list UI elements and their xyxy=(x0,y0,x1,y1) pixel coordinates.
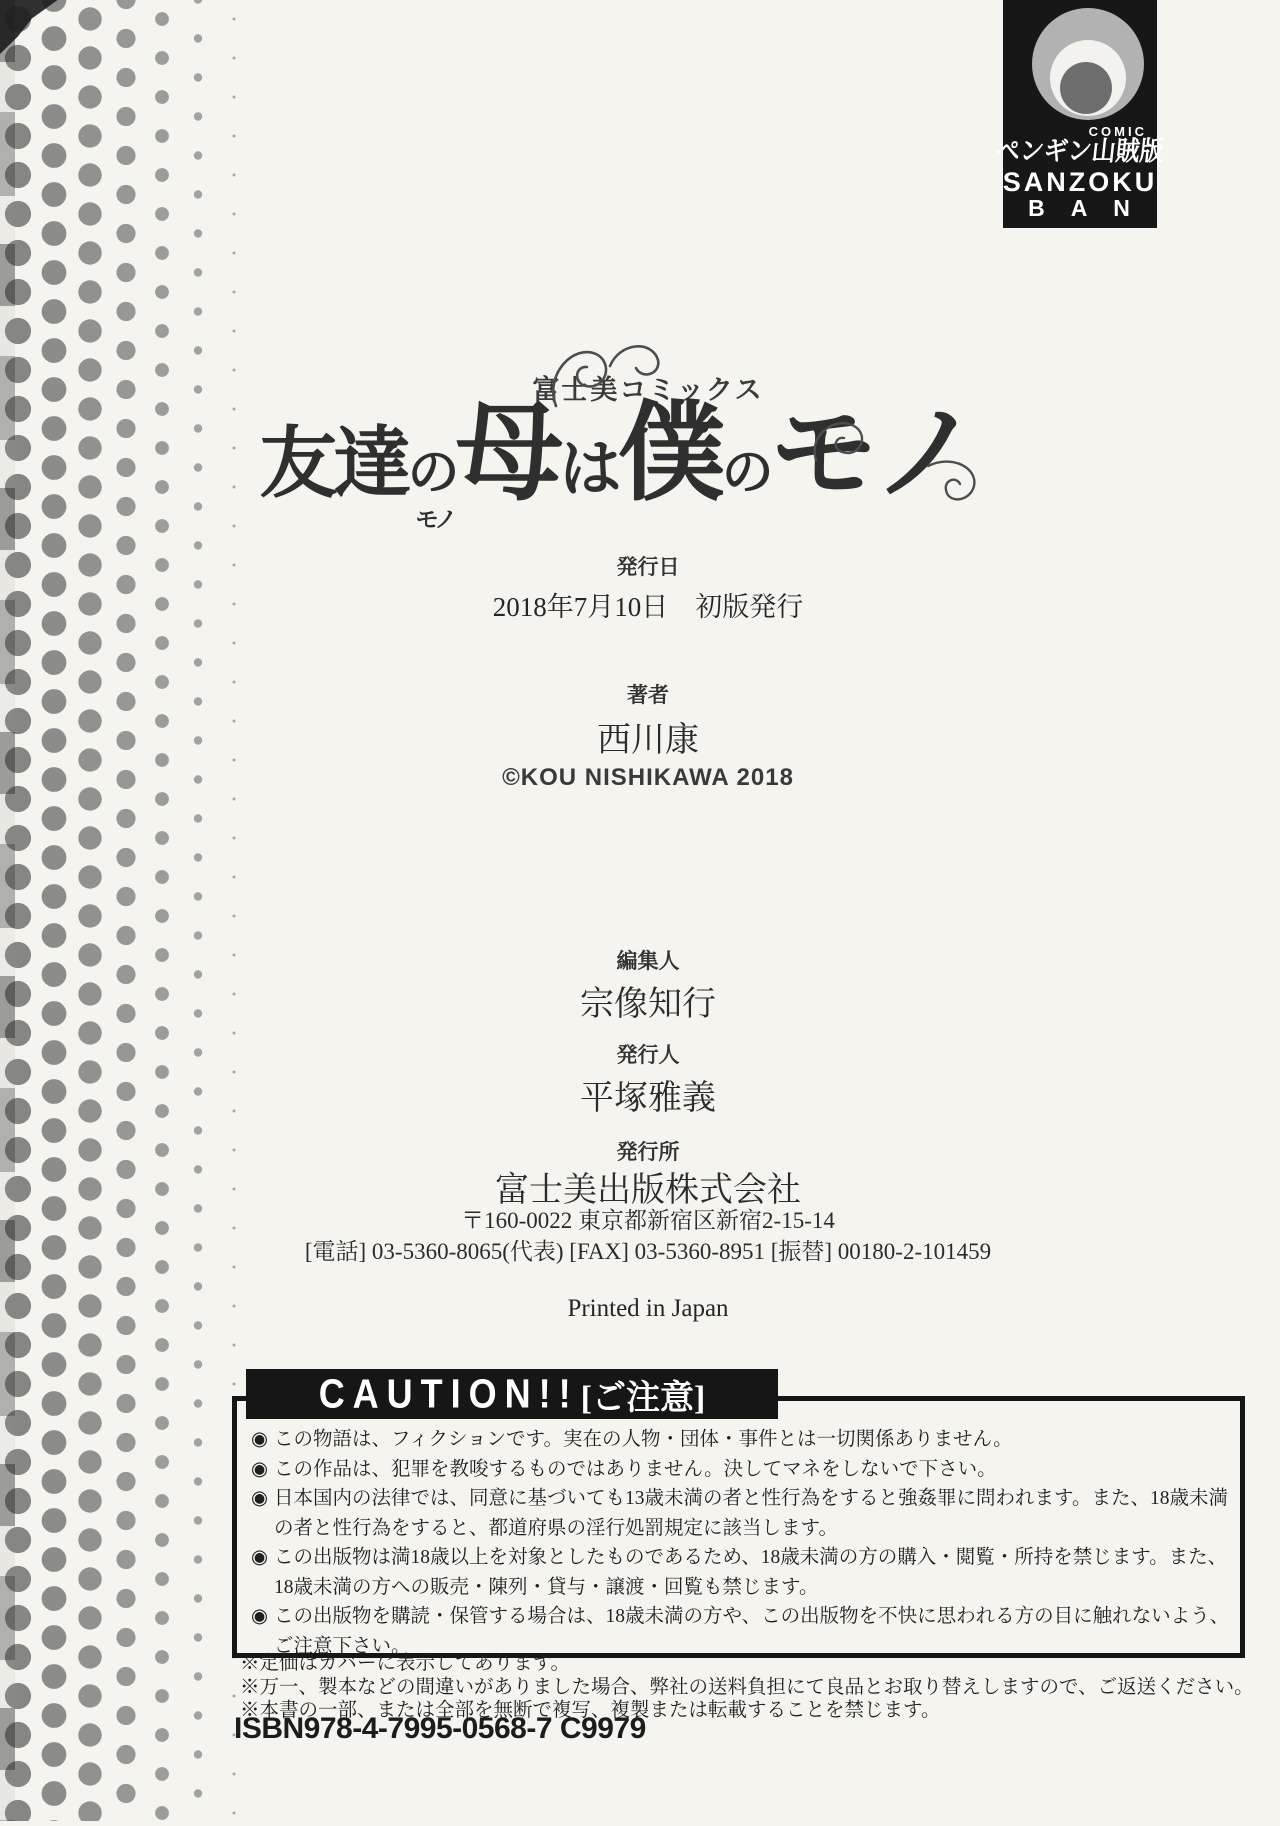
title-ruby-mono: モノ xyxy=(415,507,454,532)
title-seg-ha: は xyxy=(559,436,618,504)
penguin-logo-icon xyxy=(1010,6,1150,128)
publishing-office-label: 発行所 xyxy=(616,1141,680,1164)
title-seg-mono: モノ xyxy=(769,395,977,514)
book-title xyxy=(0,395,1258,532)
note-line: ※万一、製本などの間違いがありました場合、弊社の送料負担にて良品とお取り替えしますので、ご返送ください。 xyxy=(240,1676,1254,1698)
caution-item: ◉ この出版物を購読・保管する場合は、18歳未満の方や、この出版物を不快に思われる方の目に触れないよう、 xyxy=(251,1606,1230,1627)
halftone-pattern xyxy=(0,0,252,1821)
isbn-line: ISBN978-4-7995-0568-7 C9979 xyxy=(234,1712,646,1745)
copyright-line: ©KOU NISHIKAWA 2018 xyxy=(502,764,794,791)
logo-ban-text: BAN xyxy=(1028,195,1156,221)
publishing-office-name: 富士美出版株式会社 xyxy=(495,1172,801,1209)
title-seg-no1: の xyxy=(407,445,456,502)
imprint-label: 富士美コミックス xyxy=(532,375,764,405)
title-flourish-icon xyxy=(808,414,882,468)
title-flourish-icon xyxy=(922,452,984,510)
logo-sanzoku-text: SANZOKU xyxy=(1002,167,1158,197)
logo-brand-text: ペンギン山賊版 xyxy=(994,136,1166,167)
caution-box xyxy=(232,1396,1245,1658)
caution-item: ◉ 日本国内の法律では、同意に基づいても13歳未満の者と性行為をすると強姦罪に問われます。また、18歳未満 xyxy=(251,1488,1228,1509)
editor-name: 宗像知行 xyxy=(580,986,716,1023)
note-line: ※本書の一部、または全部を無断で複写、複製または転載することを禁じます。 xyxy=(240,1700,941,1721)
title-seg-tomodachi: 友達 xyxy=(259,420,408,507)
title-seg-boku: 僕 xyxy=(617,395,722,514)
title-seg-haha: 母 モノ xyxy=(415,395,560,532)
publisher-logo-box xyxy=(994,0,1166,228)
caution-header-en: CAUTION!! xyxy=(318,1370,579,1417)
caution-item: ◉ この作品は、犯罪を教唆するものではありません。決してマネをしないで下さい。 xyxy=(251,1458,997,1480)
caution-item-cont: ご注意下さい。 xyxy=(274,1635,411,1657)
author-name: 西川康 xyxy=(597,722,699,759)
author-label: 著者 xyxy=(627,684,669,707)
publish-date-label: 発行日 xyxy=(616,556,680,579)
note-line: ※定価はカバーに表示してあります。 xyxy=(240,1653,570,1674)
office-address: 〒160-0022 東京都新宿区新宿2-15-14 xyxy=(461,1208,835,1233)
office-contacts: [電話] 03-5360-8065(代表) [FAX] 03-5360-8951 [振替] 00180-2-101459 xyxy=(304,1239,992,1264)
logo-comic-label: COMIC xyxy=(1088,124,1147,139)
caution-header-jp: [ご注意] xyxy=(580,1379,706,1417)
caution-item-cont: 18歳未満の方への販売・陳列・貸与・譲渡・回覧も禁じます。 xyxy=(274,1576,819,1598)
caution-item: ◉ この出版物は満18歳以上を対象としたものであるため、18歳未満の方の購入・閲覧・所持を禁じます。また、 xyxy=(251,1547,1228,1568)
publish-date-value: 2018年7月10日 初版発行 xyxy=(492,592,804,622)
editor-label: 編集人 xyxy=(616,950,680,973)
binding-edge-shade xyxy=(0,0,15,1821)
publisher-name: 平塚雅義 xyxy=(580,1080,716,1117)
title-flourish-icon xyxy=(548,336,666,414)
caution-item-cont: の者と性行為をすると、都道府県の淫行処罰規定に該当します。 xyxy=(274,1517,838,1539)
halftone-gradient xyxy=(0,0,252,1821)
printed-in-japan: Printed in Japan xyxy=(567,1295,729,1322)
title-seg-no2: の xyxy=(721,445,770,502)
publisher-label: 発行人 xyxy=(616,1044,680,1067)
caution-item: ◉ この物語は、フィクションです。実在の人物・団体・事件とは一切関係ありません。 xyxy=(251,1429,1013,1450)
caution-header xyxy=(246,1369,778,1419)
